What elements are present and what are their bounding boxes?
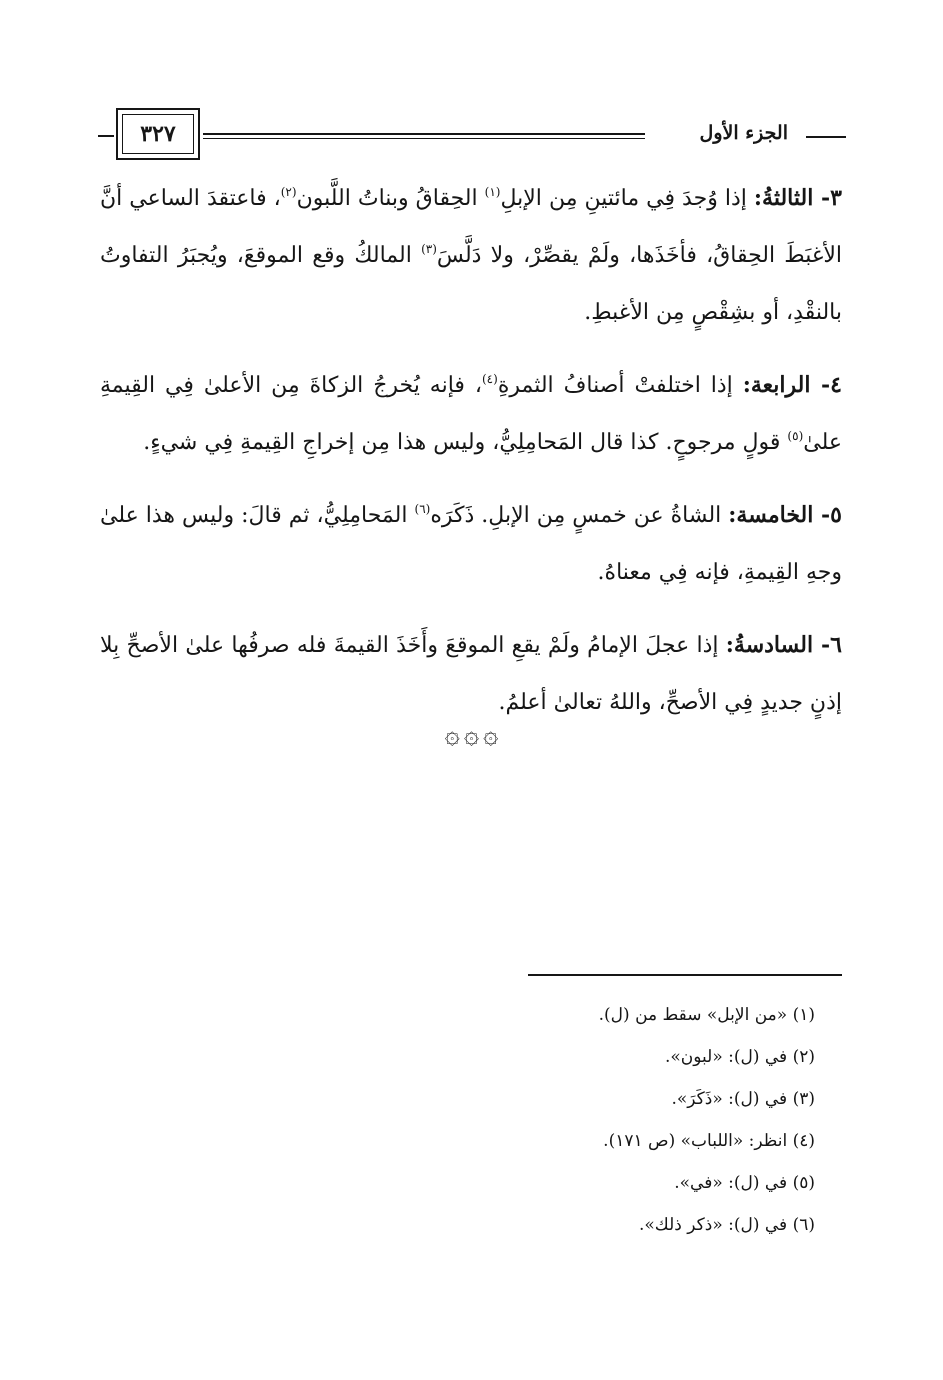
- paragraph-4: [100, 357, 842, 471]
- header-rule: [203, 133, 645, 139]
- footnote-item: (٣) في (ل): «ذَكَرَ».: [671, 1089, 815, 1109]
- footnote-ref: (٦): [414, 502, 431, 516]
- paragraph-text: قولٍ مرجوحٍ. كذا قال المَحامِلِيُّ، وليس هذا مِن إخراجِ القِيمةِ فِي شيءٍ.: [143, 430, 788, 455]
- paragraph-lead: الرابعة:: [742, 372, 811, 398]
- header-dash-right: [806, 136, 846, 138]
- paragraph-number: ٥-: [813, 502, 842, 528]
- paragraph-3: [100, 170, 842, 341]
- footnote-item: (٤) انظر: «اللباب» (ص ١٧١).: [603, 1131, 815, 1151]
- footnote-ref: (٤): [481, 372, 498, 386]
- paragraph-text: ، فإنه يُخرجُ الزكاةَ مِن الأعلىٰ فِي القِيمةِ علىٰ: [100, 373, 842, 455]
- page-number-frame: [116, 108, 200, 160]
- paragraph-text: إذا عجلَ الإمامُ ولَمْ يقعِ الموقعَ وأَخَذَ القيمةَ فله صرفُها علىٰ الأصحِّ بِلا إذنٍ جديدٍ فِي الأصحِّ، واللهُ تعالىٰ أعلمُ.: [100, 633, 842, 715]
- paragraph-5: [100, 487, 842, 601]
- paragraph-number: ٣-: [813, 185, 842, 211]
- paragraph-text: ، فاعتقدَ الساعي أنَّ الأغبَطَ الحِقاقُ، فأخَذَها، ولَمْ يقصِّرْ، ولا دَلَّسَ: [100, 186, 842, 268]
- paragraph-text: الشاةُ عن خمسٍ مِن الإبلِ. ذَكَرَه: [430, 503, 729, 528]
- paragraph-text: إذا وُجدَ فِي مائتينِ مِن الإبلِ: [500, 186, 754, 211]
- footnote-item: (١) «من الإبل» سقط من (ل).: [598, 1005, 815, 1025]
- footnote-item: (٢) في (ل): «لبون».: [664, 1047, 815, 1067]
- footnote-ref: (٥): [787, 429, 804, 443]
- paragraph-lead: السادسةُ:: [725, 632, 814, 658]
- page-header: [98, 108, 846, 164]
- header-dash-left: [98, 135, 114, 137]
- footnote-ref: (٢): [280, 185, 297, 199]
- ornament-icon: ۞: [444, 720, 460, 750]
- footnote-ref: (١): [484, 185, 501, 199]
- paragraph-number: ٤-: [810, 372, 842, 398]
- page-number: ٣٢٧: [122, 114, 194, 154]
- footnotes: [295, 994, 815, 1246]
- paragraph-text: إذا اختلفتْ أصنافُ الثمرةِ: [497, 373, 743, 398]
- paragraph-lead: الخامسة:: [728, 502, 814, 528]
- footnote-separator: [528, 974, 842, 976]
- paragraph-text: المالكُ وقع الموقعَ، ويُجبَرُ التفاوتُ بالنقْدِ، أو بشِقْصٍ مِن الأغبطِ.: [100, 243, 842, 325]
- main-text: [100, 170, 842, 747]
- paragraph-lead: الثالثةُ:: [753, 185, 814, 211]
- paragraph-number: ٦-: [813, 632, 842, 658]
- paragraph-6: [100, 617, 842, 731]
- ornament-icon: ۞: [463, 720, 480, 750]
- footnote-ref: (٣): [421, 242, 437, 256]
- footnote-item: (٦) في (ل): «ذكر ذلك».: [639, 1215, 815, 1235]
- section-ornaments: [0, 720, 943, 750]
- running-title: الجزء الأول: [699, 122, 788, 144]
- ornament-icon: ۞: [483, 720, 499, 750]
- paragraph-text: الحِقاقُ وبناتُ اللَّبون: [296, 186, 485, 211]
- paragraph-text: المَحامِلِيُّ، ثم قالَ: وليس هذا علىٰ وجهِ القِيمةِ، فإنه فِي معناهُ.: [100, 503, 842, 585]
- footnote-item: (٥) في (ل): «في».: [674, 1173, 815, 1193]
